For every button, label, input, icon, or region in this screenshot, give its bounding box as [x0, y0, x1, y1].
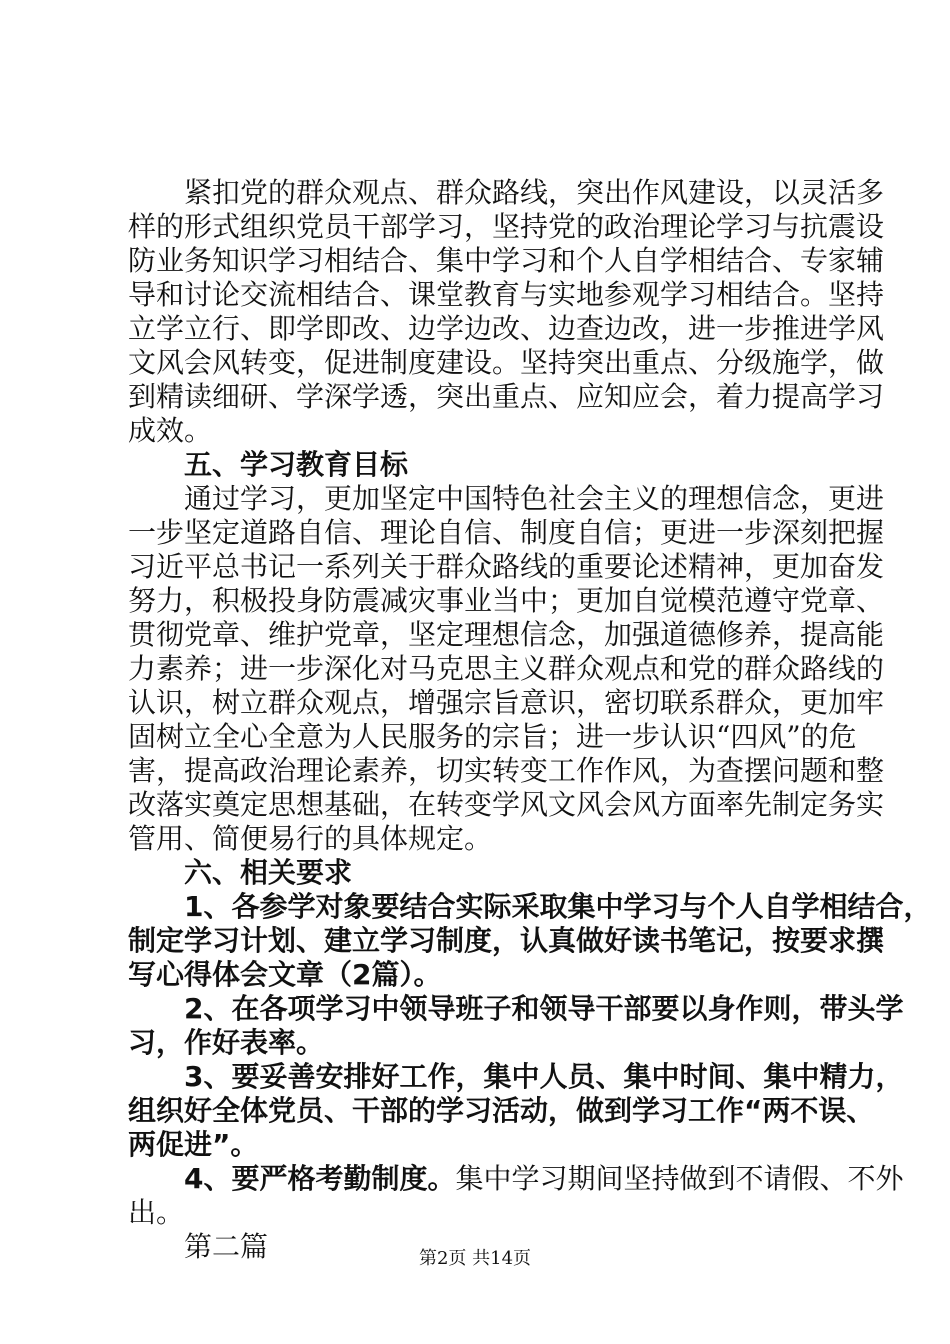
paragraph-line: 努力，积极投身防震减灾事业当中；更加自觉模范遵守党章、	[128, 584, 885, 617]
paragraph-line: 认识，树立群众观点，增强宗旨意识，密切联系群众，更加牢	[128, 686, 885, 719]
paragraph-line: 紧扣党的群众观点、群众路线，突出作风建设，以灵活多	[184, 176, 885, 209]
requirement-line: 习，作好表率。	[128, 1026, 325, 1059]
paragraph-line: 固树立全心全意为人民服务的宗旨；进一步认识“四风”的危	[128, 720, 857, 753]
paragraph-line: 习近平总书记一系列关于群众路线的重要论述精神，更加奋发	[128, 550, 885, 583]
requirement-line: 3、要妥善安排好工作，集中人员、集中时间、集中精力，	[184, 1060, 904, 1093]
requirement-line: 1、各参学对象要结合实际采取集中学习与个人自学相结合，	[184, 890, 932, 923]
paragraph-line: 样的形式组织党员干部学习，坚持党的政治理论学习与抗震设	[128, 210, 885, 243]
requirement-line: 2、在各项学习中领导班子和领导干部要以身作则，带头学	[184, 992, 904, 1025]
requirement-line: 出。	[128, 1196, 185, 1229]
requirement-line	[128, 1162, 904, 1196]
requirement-4-bold: 4、要严格考勤制度。	[184, 1162, 456, 1195]
requirement-line: 两促进”。	[128, 1128, 259, 1161]
requirement-4-text: 集中学习期间坚持做到不请假、不外	[455, 1162, 904, 1195]
paragraph-line: 到精读细研、学深学透，突出重点、应知应会，着力提高学习	[128, 380, 885, 413]
paragraph-line: 立学立行、即学即改、边学边改、边查边改，进一步推进学风	[128, 312, 885, 345]
requirement-line: 制定学习计划、建立学习制度，认真做好读书笔记，按要求撰	[128, 924, 885, 957]
section-heading: 六、相关要求	[184, 856, 353, 889]
paragraph-line: 成效。	[128, 414, 213, 447]
paragraph-line: 管用、简便易行的具体规定。	[128, 822, 493, 855]
paragraph-line: 导和讨论交流相结合、课堂教育与实地参观学习相结合。坚持	[128, 278, 885, 311]
page-footer: 第2页 共14页	[418, 1248, 532, 1269]
section-heading: 五、学习教育目标	[184, 448, 409, 481]
paragraph-line: 力素养；进一步深化对马克思主义群众观点和党的群众路线的	[128, 652, 885, 685]
requirement-line: 写心得体会文章（2篇）。	[128, 958, 442, 991]
document-body	[128, 176, 932, 1264]
paragraph-line: 文风会风转变，促进制度建设。坚持突出重点、分级施学，做	[128, 346, 885, 379]
paragraph-line: 害，提高政治理论素养，切实转变工作作风，为查摆问题和整	[128, 754, 885, 787]
paragraph-line: 改落实奠定思想基础，在转变学风文风会风方面率先制定务实	[128, 788, 885, 821]
paragraph-line: 通过学习，更加坚定中国特色社会主义的理想信念，更进	[184, 482, 885, 515]
paragraph-line: 一步坚定道路自信、理论自信、制度自信；更进一步深刻把握	[128, 516, 885, 549]
paragraph-line: 防业务知识学习相结合、集中学习和个人自学相结合、专家辅	[128, 244, 885, 277]
next-section-title: 第二篇	[184, 1230, 269, 1263]
requirement-line: 组织好全体党员、干部的学习活动，做到学习工作“两不误、	[128, 1094, 875, 1127]
paragraph-line: 贯彻党章、维护党章，坚定理想信念，加强道德修养，提高能	[128, 618, 885, 651]
